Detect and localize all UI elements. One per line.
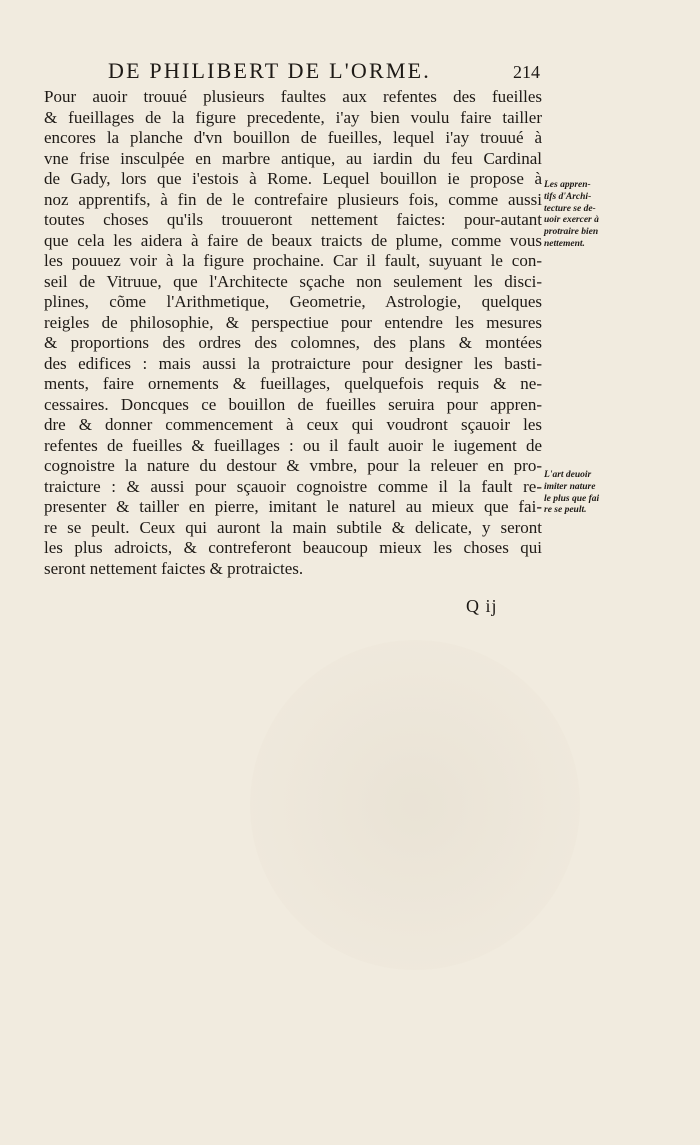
text-line: des edifices : mais aussi la protraicture pour designer les basti- — [44, 353, 542, 373]
margin-note-line: L'art deuoir — [544, 470, 592, 480]
text-line: encores la planche d'vn bouillon de fueilles, lequel i'ay trouué à — [44, 128, 542, 147]
text-line: que cela les aidera à faire de beaux traicts de plume, comme vous — [44, 230, 542, 250]
margin-note-line: le plus que fai — [544, 493, 600, 504]
text-line: re se peult. Ceux qui auront la main subtile & delicate, y seront — [44, 517, 542, 537]
text-line: refentes de fueilles & fueillages : ou il fault auoir le iugement de — [44, 435, 542, 455]
margin-note-line: protraire bien — [544, 227, 599, 238]
margin-note-line: tecture se de- — [544, 203, 596, 214]
text-line: seil de Vitruue, que l'Architecte sçache non seulement les disci- — [44, 271, 542, 291]
margin-note-line: re se peult. — [544, 505, 587, 516]
paper-stain — [250, 640, 580, 970]
margin-note-line: imiter nature — [544, 481, 596, 492]
text-line: presenter & tailler en pierre, imitant le naturel au mieux que fai- — [44, 497, 542, 516]
text-line: cognoistre la nature du destour & vmbre, pour la releuer en pro- — [44, 456, 542, 475]
page-header — [108, 58, 558, 88]
text-line: cessaires. Doncques ce bouillon de fueilles seruira pour appren- — [44, 394, 542, 414]
margin-note-line: Les appren- — [544, 180, 591, 190]
text-line: plines, cõme l'Arithmetique, Geometrie, Astrologie, quelques — [44, 292, 542, 311]
margin-note-nature — [544, 470, 620, 517]
body-text — [44, 87, 542, 579]
text-line: & fueillages de la figure precedente, i'ay bien voulu faire tailler — [44, 107, 542, 127]
signature-mark: Q ij — [466, 596, 498, 616]
text-line: les plus adroicts, & contreferont beaucoup mieux les choses qui — [44, 538, 542, 557]
page-number: 214 — [513, 62, 540, 82]
text-line: toutes choses qu'ils trouueront nettement faictes: pour-autant — [44, 210, 542, 229]
margin-note-apprentices — [544, 180, 620, 251]
margin-note-line: nettement. — [544, 238, 585, 249]
text-line: & proportions des ordres des colomnes, des plans & montées — [44, 333, 542, 352]
text-line: noz apprentifs, à fin de le contrefaire plusieurs fois, comme aussi — [44, 189, 542, 209]
text-line: de Gady, lors que i'estois à Rome. Lequel bouillon ie propose à — [44, 169, 542, 188]
text-line: dre & donner commencement à ceux qui voudront sçauoir les — [44, 415, 542, 434]
text-line: vne frise insculpée en marbre antique, au iardin du feu Cardinal — [44, 148, 542, 168]
margin-note-line: tifs d'Archi- — [544, 191, 592, 202]
margin-note-line: uoir exercer à — [544, 215, 599, 226]
text-line: Pour auoir trouué plusieurs faultes aux refentes des fueilles — [44, 87, 542, 106]
text-line: seront nettement faictes & protraictes. — [44, 558, 304, 578]
text-line: reigles de philosophie, & perspectiue pour entendre les mesures — [44, 312, 542, 332]
text-line: traicture : & aussi pour sçauoir cognoistre comme il la fault re- — [44, 476, 542, 496]
running-title: DE PHILIBERT DE L'ORME. — [108, 58, 431, 83]
text-line: les pouuez voir à la figure prochaine. Car il fault, suyuant le con- — [44, 251, 542, 270]
text-line: ments, faire ornements & fueillages, quelquefois requis & ne- — [44, 374, 542, 393]
